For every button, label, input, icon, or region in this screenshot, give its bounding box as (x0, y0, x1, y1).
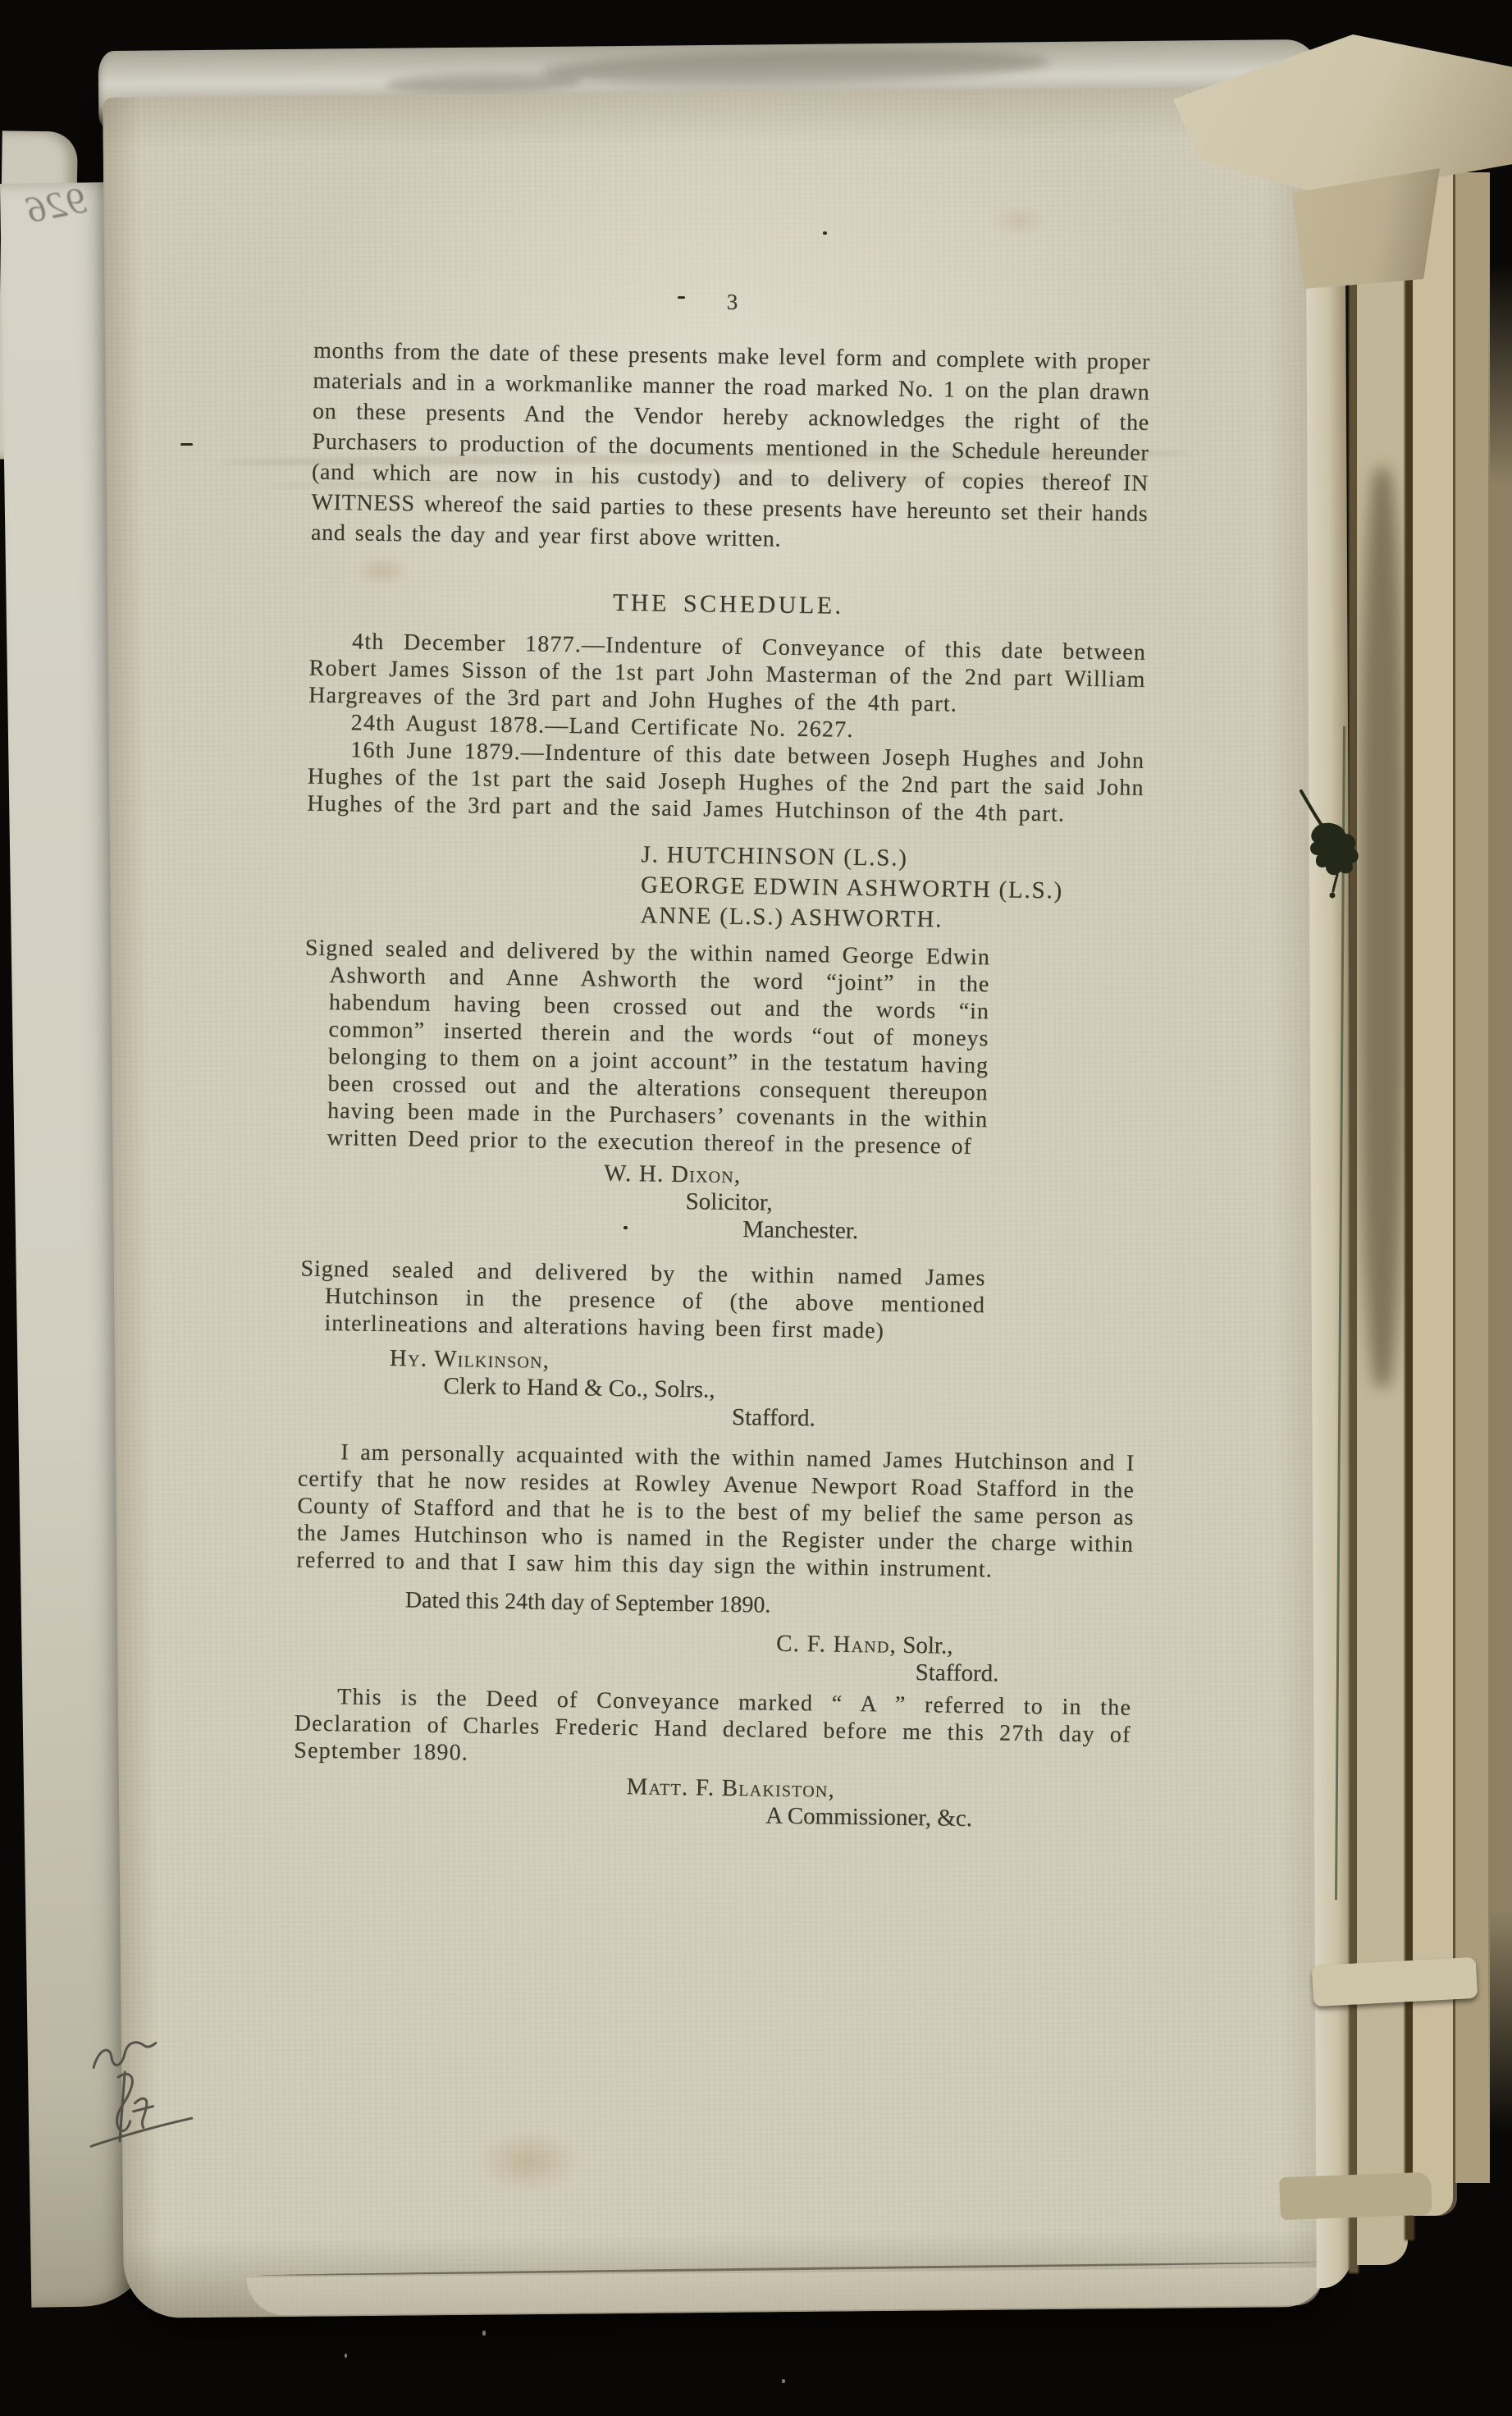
signature-line: GEORGE EDWIN ASHWORTH (L.S.) (640, 872, 1064, 904)
handwritten-initials (82, 2023, 297, 2213)
witness-name: Hy. Wilkinson, (389, 1345, 550, 1374)
continuation-paragraph: months from the date of these presents make level form and complete with proper materials and in a workmanlike manner the road marked No. 1 on the plan drawn on these presents And the Vendor hereby acknowledges the right of the Purchasers to production of the documents mentioned in the Schedule hereunder (and which are now in his custody) and to delivery of copies thereof IN WITNESS whereof the said parties to these presents have hereunto set their hands and seals the day and year first above written. (310, 337, 1151, 552)
certifier-place: Stafford. (915, 1659, 999, 1687)
ink-blot (1295, 786, 1377, 934)
document-page (103, 86, 1328, 2318)
witness-block-wilkinson (299, 1344, 1136, 1437)
dated-line: Dated this 24th day of September 1890. (404, 1587, 771, 1618)
certification-paragraph: I am personally acquainted with the within named James Hutchinson and I certify that he now resides at Rowley Avenue Newport Road Stafford in the County of Stafford and that he is to the best of my belief the same person as the James Hutchinson who is named in the Register under the charge within referred to and that I saw him this day sign the within instrument. (296, 1439, 1135, 1583)
stack-leaf (1455, 172, 1490, 2183)
witness-place: Manchester. (742, 1216, 859, 1245)
signature-line: J. HUTCHINSON (L.S.) (641, 841, 908, 872)
dust-speck (782, 2379, 785, 2383)
dust-speck (482, 2331, 486, 2336)
witness-block-dixon (301, 1156, 1139, 1249)
witness-role: Solicitor, (685, 1188, 773, 1216)
bottom-ledge (1312, 1957, 1478, 2006)
schedule-heading: THE SCHEDULE. (612, 588, 844, 620)
schedule-entry: 16th June 1879.—Indenture of this date between Joseph Hughes and John Hughes of the 1st part the said Joseph Hughes of the 2nd part the said John Hughes of the 3rd part and the said James Hutchinson of the 4th part. (307, 737, 1145, 827)
commissioner-block (293, 1769, 1131, 1834)
certifier-name-caps: C. F. Hand, (775, 1630, 898, 1659)
dust-speck (678, 296, 685, 299)
dust-speck (345, 2354, 347, 2358)
fox-stain (475, 2129, 582, 2195)
signature-block (305, 835, 1143, 938)
schedule-entry: 4th December 1877.—Indenture of Conveyance of this date between Robert James Sisson of the 1st part John Masterman of the 2nd part William Hargreaves of the 3rd part and John Hughes of the 4th part. (308, 629, 1147, 717)
stack-leaf (1488, 263, 1512, 2134)
certifier-suffix: Solr., (896, 1631, 953, 1659)
page-text-column (293, 283, 1151, 1835)
exhibit-note: This is the Deed of Conveyance marked “ A ” referred to in the Declaration of Charles Frederic Hand declared before me this 27th day of September 1890. (294, 1684, 1132, 1766)
certifier-block-hand (295, 1623, 1132, 1689)
witness-place: Stafford. (731, 1403, 815, 1432)
witness-role: Clerk to Hand & Co., Solrs., (443, 1372, 715, 1403)
schedule-entry: 24th August 1878.—Land Certificate No. 2627. (350, 710, 854, 743)
stack-leaf (1357, 123, 1408, 2265)
signature-line: ANNE (L.S.) ASHWORTH. (640, 902, 943, 933)
attestation-paragraph: Signed sealed and delivered by the within named George Edwin Ashworth and Anne Ashworth the word “joint” in the habendum having been crossed out and the words “in common” inserted therein and the words “out of moneys belonging to them on a joint account” in the testatum having been crossed out and the alterations consequent thereupon having been made in the Purchasers’ covenants in the within written Deed prior to the execution thereof in the presence of (304, 935, 991, 1160)
witness-name: W. H. Dixon, (603, 1160, 742, 1189)
dust-speck (180, 443, 193, 446)
page-bottom-margin (247, 2267, 1322, 2316)
verso-page-number: 926 (21, 178, 90, 231)
page-number: 3 (726, 289, 739, 314)
stack-leaf (1413, 115, 1457, 2216)
dust-speck (823, 231, 827, 235)
dust-speck (624, 1226, 628, 1229)
commissioner-role: A Commissioner, &c. (765, 1802, 973, 1833)
fox-stain (989, 204, 1047, 237)
attestation-paragraph: Signed sealed and delivered by the within named James Hutchinson in the presence of (the above mentioned interlineations and alterations having been first made) (300, 1256, 986, 1344)
bottom-ledge (1279, 2172, 1432, 2220)
commissioner-name: Matt. F. Blakiston, (626, 1773, 836, 1803)
